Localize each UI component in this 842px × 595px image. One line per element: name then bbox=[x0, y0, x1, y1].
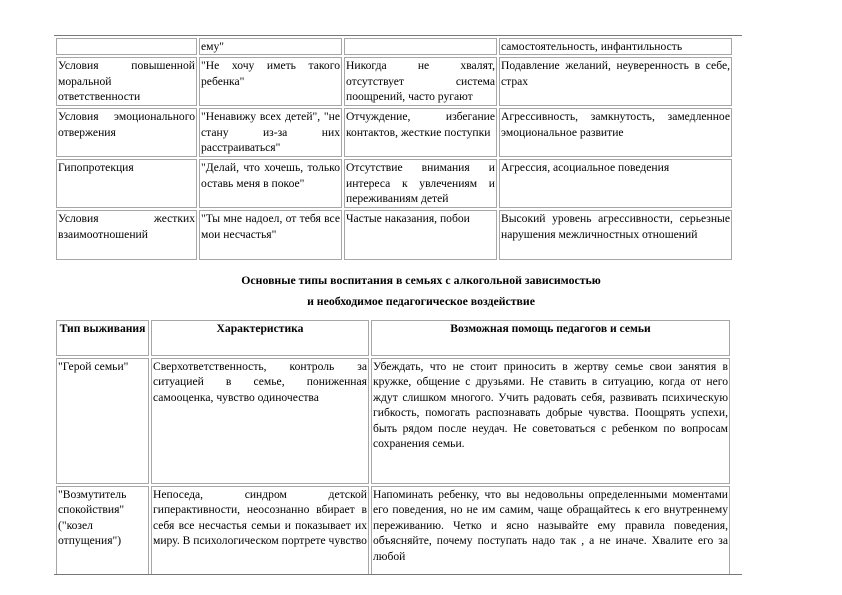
parenting-conditions-table bbox=[54, 36, 734, 262]
table-cell: "Возмутитель спокойствия" ("козел отпущения") bbox=[56, 486, 149, 574]
survival-types-table bbox=[54, 318, 732, 574]
section-heading-line-1: Основные типы воспитания в семьях с алкогольной зависимостью bbox=[241, 273, 601, 287]
table-cell: Отчуждение, избегание контактов, жесткие поступки bbox=[344, 108, 497, 157]
table-cell: Условия эмоционального отвержения bbox=[56, 108, 197, 157]
table-row bbox=[56, 486, 730, 574]
table-cell: Подавление желаний, неуверенность в себе, страх bbox=[499, 57, 732, 106]
table-cell: ему" bbox=[199, 38, 342, 55]
survival-types-table-region bbox=[54, 318, 754, 574]
table-row bbox=[56, 358, 730, 484]
table-row bbox=[56, 38, 732, 55]
column-header: Характеристика bbox=[151, 320, 369, 356]
table-cell: Никогда не хвалят, отсутствует система поощрений, часто ругают bbox=[344, 57, 497, 106]
table-cell bbox=[344, 38, 497, 55]
table-cell: Агрессивность, замкнутость, замедленное эмоциональное развитие bbox=[499, 108, 732, 157]
table-cell: Отсутствие внимания и интереса к увлечениям и переживаниям детей bbox=[344, 159, 497, 208]
table-cell: "Герой семьи" bbox=[56, 358, 149, 484]
table-cell: Агрессия, асоциальное поведения bbox=[499, 159, 732, 208]
column-header: Возможная помощь педагогов и семьи bbox=[371, 320, 730, 356]
table-cell: Условия жестких взаимоотношений bbox=[56, 210, 197, 260]
table-row bbox=[56, 210, 732, 260]
table-cell: "Делай, что хочешь, только оставь меня в покое" bbox=[199, 159, 342, 208]
table-cell: Напоминать ребенку, что вы недовольны определенными моментами его поведения, но не им самим, чаще обращайтесь к его внутреннему переживанию. Четко и ясно называйте ему правила поведения, объясняйте, почему поступать надо так , а не иначе. Хвалите его за любой bbox=[371, 486, 730, 574]
table-cell: Непоседа, синдром детской гиперактивности, неосознанно вбирает в себя все несчастья семьи и показывает их миру. В психологическом портрете чувство bbox=[151, 486, 369, 574]
table-cell: Высокий уровень агрессивности, серьезные нарушения межличностных отношений bbox=[499, 210, 732, 260]
table-cell: "Ненавижу всех детей", "не стану из-за них расстраиваться" bbox=[199, 108, 342, 157]
table-cell: самостоятельность, инфантильность bbox=[499, 38, 732, 55]
column-header: Тип выживания bbox=[56, 320, 149, 356]
section-heading-line-2: и необходимое педагогическое воздействие bbox=[307, 294, 535, 308]
table-row bbox=[56, 159, 732, 208]
table-cell: Гипопротекция bbox=[56, 159, 197, 208]
table-cell: Условия повышенной моральной ответственности bbox=[56, 57, 197, 106]
table-cell: "Ты мне надоел, от тебя все мои несчастья" bbox=[199, 210, 342, 260]
table-row bbox=[56, 57, 732, 106]
table-cell: Сверхответственность, контроль за ситуацией в семье, пониженная самооценка, чувство одиночества bbox=[151, 358, 369, 484]
table-cell: Убеждать, что не стоит приносить в жертву семье свои занятия в кружке, общение с друзьями. Не ставить в ситуацию, когда от него ждут слишком многого. Учить радовать себя, развивать психическую гибкость, помогать распознавать добрые чувства. Поощрять успехи, быть рядом после неудач. Не советоваться с ребенком по вопросам сохранения семьи. bbox=[371, 358, 730, 484]
table-header-row bbox=[56, 320, 730, 356]
bottom-rule bbox=[54, 574, 742, 575]
table-cell: "Не хочу иметь такого ребенка" bbox=[199, 57, 342, 106]
table-cell bbox=[56, 38, 197, 55]
table-cell: Частые наказания, побои bbox=[344, 210, 497, 260]
table-row bbox=[56, 108, 732, 157]
